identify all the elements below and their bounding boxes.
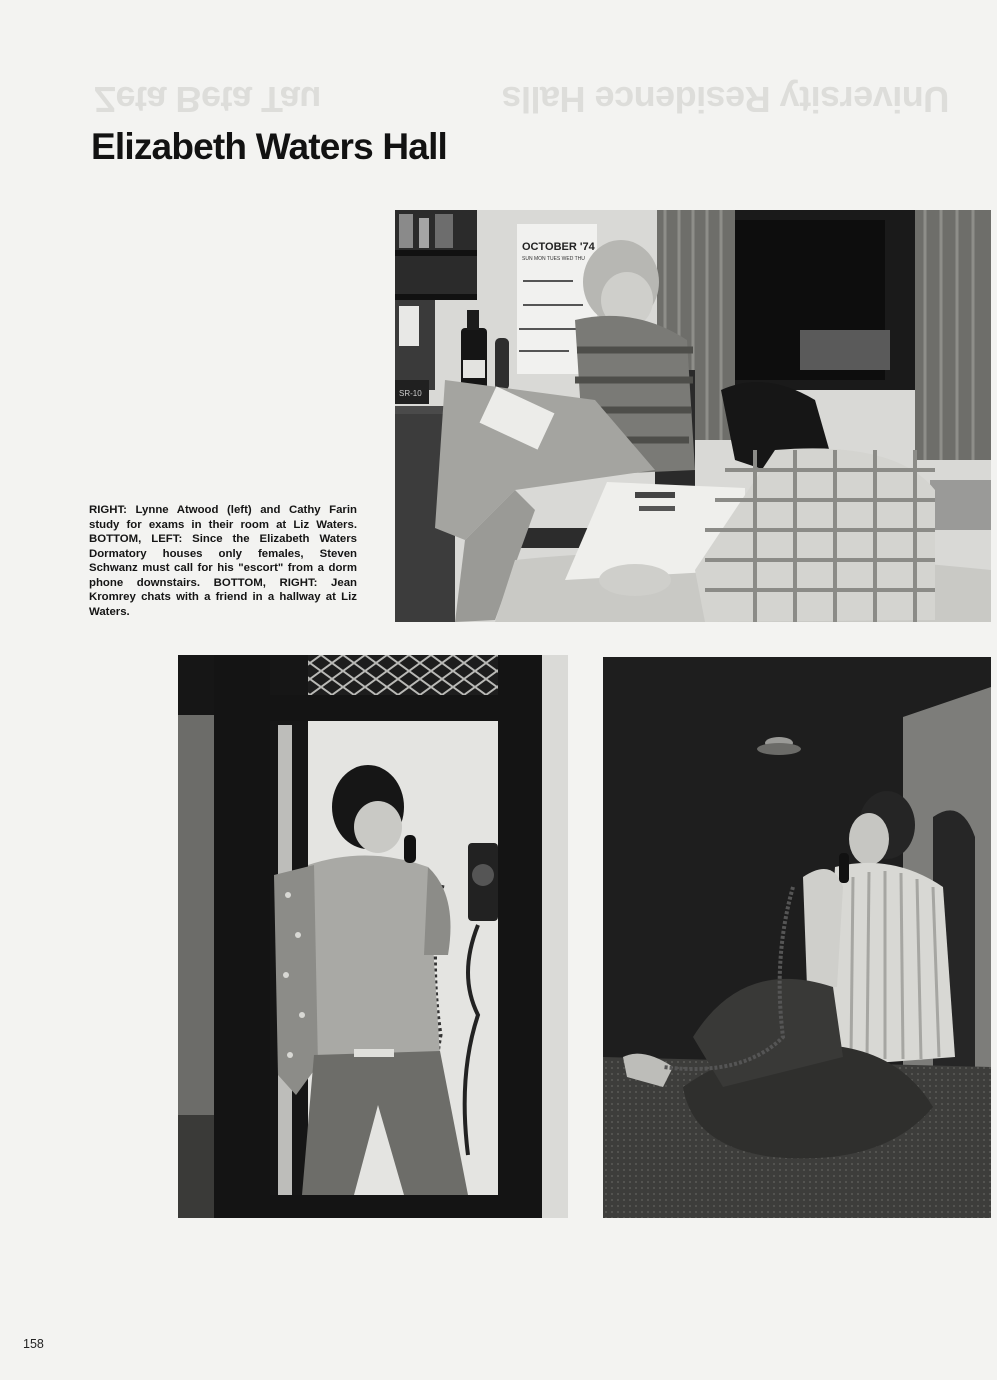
calendar-weekdays: SUN MON TUES WED THU bbox=[522, 256, 585, 262]
bleed-through-heading-right: University Residence Halls bbox=[502, 79, 950, 120]
page-number: 158 bbox=[23, 1337, 44, 1351]
calendar-month: OCTOBER '74 bbox=[522, 241, 595, 253]
page-title: Elizabeth Waters Hall bbox=[91, 126, 448, 167]
photo-study-room bbox=[395, 210, 991, 622]
clock-radio-label: SR-10 bbox=[399, 389, 422, 398]
photo-phone-hallway bbox=[603, 657, 991, 1218]
bleed-through-heading-left: Zeta Beta Tau bbox=[94, 79, 321, 120]
photo-phone-doorway bbox=[178, 655, 568, 1218]
photo-caption: RIGHT: Lynne Atwood (left) and Cathy Farin study for exams in their room at Liz Waters. BOTTOM, LEFT: Since the Elizabeth Waters Dormatory houses only females, Steven Schwanz must call for his "escort" from a dorm phone downstairs. BOTTOM, RIGHT: Jean Kromrey chats with a friend in a hallway at Liz Waters. bbox=[89, 504, 357, 618]
